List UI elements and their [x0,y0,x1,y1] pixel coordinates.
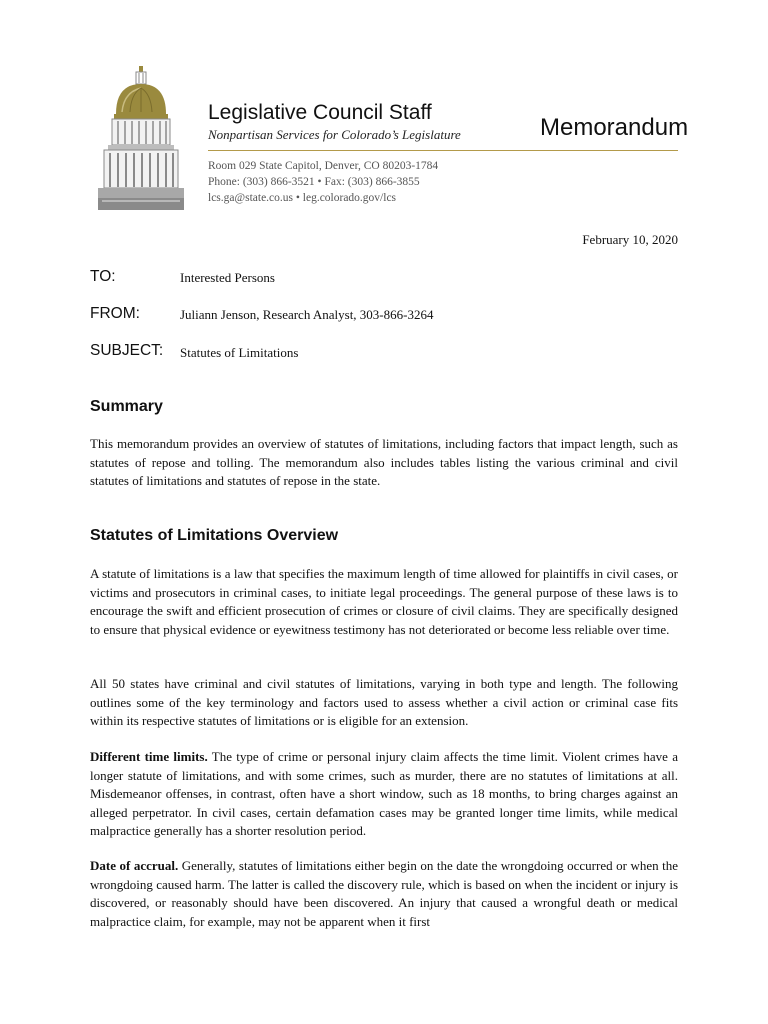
to-label: TO: [90,268,116,285]
capitol-dome-icon [94,66,188,212]
accrual-paragraph [90,857,678,931]
org-name: Legislative Council Staff [208,101,432,124]
org-tagline: Nonpartisan Services for Colorado’s Legislature [208,127,461,142]
from-label: FROM: [90,305,140,322]
subject-label: SUBJECT: [90,342,164,359]
contact-web: lcs.ga@state.co.us • leg.colorado.gov/lcs [208,192,397,204]
contact-phone: Phone: (303) 866-3521 • Fax: (303) 866-3855 [208,176,420,188]
summary-paragraph: This memorandum provides an overview of statutes of limitations, including factors that impact length, such as statutes of repose and tolling. The memorandum also includes tables listing the various criminal and civil statutes of limitations and statutes of repose in the state. [90,436,678,488]
to-value: Interested Persons [180,270,275,285]
time-limits-paragraph [90,748,678,841]
header-divider [208,150,678,151]
overview-paragraph-1: A statute of limitations is a law that specifies the maximum length of time allowed for plaintiffs in civil cases, or victims and prosecutors in criminal cases, to initiate legal proceedings. The general purpose of these laws is to encourage the swift and efficient prosecution of crimes or closure of civil claims. They are specifically designed to ensure that physical evidence or eyewitness testimony has not deteriorated or become less reliable over time. [90,566,678,637]
accrual-lead: Date of accrual. [90,858,179,873]
overview-heading: Statutes of Limitations Overview [90,527,339,544]
accrual-text: Generally, statutes of limitations either begin on the date the wrongdoing occurred or when the wrongdoing caused harm. The latter is called the discovery rule, which is based on when the incident or injury is discovered, or reasonably should have been discovered. An injury that caused a wrongful death or medical malpractice claim, for example, may not be apparent when it first [90,858,678,929]
subject-value: Statutes of Limitations [180,345,299,360]
memorandum-label: Memorandum [540,114,689,141]
summary-heading: Summary [90,398,163,415]
overview-paragraph-2: All 50 states have criminal and civil statutes of limitations, varying in both type and length. The following outlines some of the key terminology and factors used to assess whether a civil action or criminal case fits within its respective statutes of limitations or is eligible for an extension. [90,676,678,728]
from-value: Juliann Jenson, Research Analyst, 303-866-3264 [180,307,434,322]
time-limits-lead: Different time limits. [90,749,208,764]
memo-date: February 10, 2020 [582,232,678,247]
time-limits-text: The type of crime or personal injury claim affects the time limit. Violent crimes have a longer statute of limitations, and with some crimes, such as murder, there are no statutes of limitations at all. Misdemeanor offenses, in contrast, often have a short window, such as 18 months, to bring charges against an alleged perpetrator. In civil cases, certain defamation cases may be granted longer time limits, while medical malpractice generally has a shorter resolution period. [90,749,679,838]
contact-address: Room 029 State Capitol, Denver, CO 80203-1784 [208,160,439,172]
